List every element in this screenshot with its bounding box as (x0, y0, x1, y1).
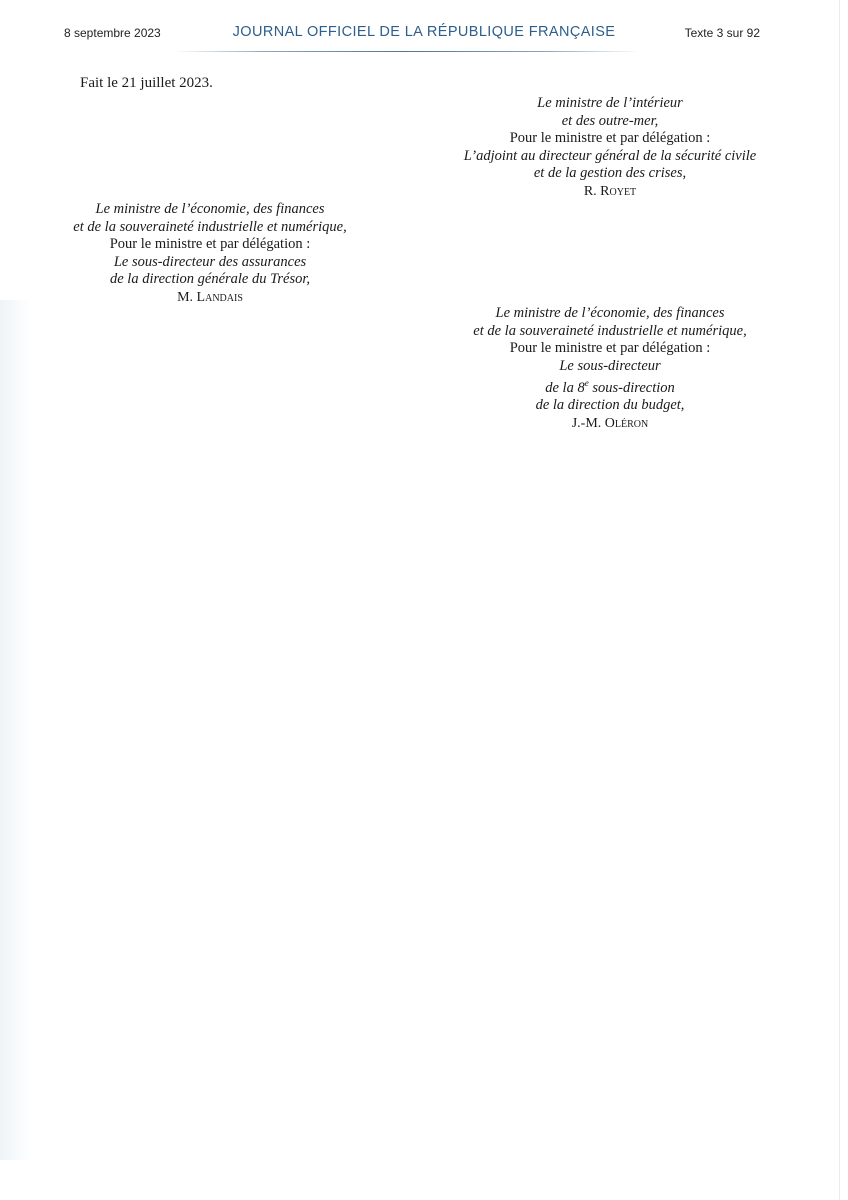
signatory-surname: Oléron (604, 415, 649, 431)
delegation-line: Pour le ministre et par délégation : (109, 236, 311, 252)
signatory-direction: de la direction du budget, (535, 397, 685, 414)
minister-title-cont: et de la souveraineté industrielle et numérique, (73, 218, 347, 235)
signatory-initial: R. (583, 183, 601, 199)
signatory-role-cont: et de la gestion des crises, (533, 165, 687, 181)
signatory-initial: M. (177, 289, 197, 305)
page-reference: Texte 3 sur 92 (684, 26, 760, 40)
delegation-line: Pour le ministre et par délégation : (509, 130, 711, 146)
signatory-role-cont: de la direction générale du Trésor, (109, 271, 311, 287)
minister-title: Le ministre de l’économie, des finances (95, 201, 325, 217)
signatory-name (430, 183, 790, 201)
signatory-role: L’adjoint au directeur général de la sécurité civile (463, 147, 757, 164)
header-date: 8 septembre 2023 (64, 26, 161, 40)
signatory-name (30, 289, 390, 307)
subdirection-suffix: sous-direction (588, 379, 675, 396)
signatory-surname: Landais (196, 289, 243, 305)
header-divider (172, 51, 640, 52)
signature-block-economy-tresor (30, 201, 390, 306)
minister-title: Le ministre de l’intérieur (537, 95, 683, 111)
signing-date: Fait le 21 juillet 2023. (80, 75, 213, 91)
delegation-line: Pour le ministre et par délégation : (509, 340, 711, 356)
signatory-surname: Royet (600, 183, 637, 199)
signatory-initial: J.-M. (571, 415, 605, 431)
minister-title-cont: et de la souveraineté industrielle et numérique, (473, 322, 747, 339)
signatory-role-cont (430, 375, 790, 397)
signature-block-interior (430, 95, 790, 200)
scan-edge (839, 0, 840, 1200)
signatory-role: Le sous-directeur des assurances (113, 253, 307, 270)
minister-title: Le ministre de l’économie, des finances (495, 305, 725, 321)
subdirection-prefix: de la 8 (545, 379, 585, 396)
minister-title-cont: et des outre-mer, (561, 112, 659, 129)
signature-block-economy-budget (430, 305, 790, 432)
journal-title: JOURNAL OFFICIEL DE LA RÉPUBLIQUE FRANÇAISE (232, 24, 616, 40)
signatory-role: Le sous-directeur (559, 357, 661, 374)
ordinal-suffix: e (584, 378, 589, 388)
signatory-name (430, 415, 790, 433)
scan-shadow (0, 300, 32, 1160)
